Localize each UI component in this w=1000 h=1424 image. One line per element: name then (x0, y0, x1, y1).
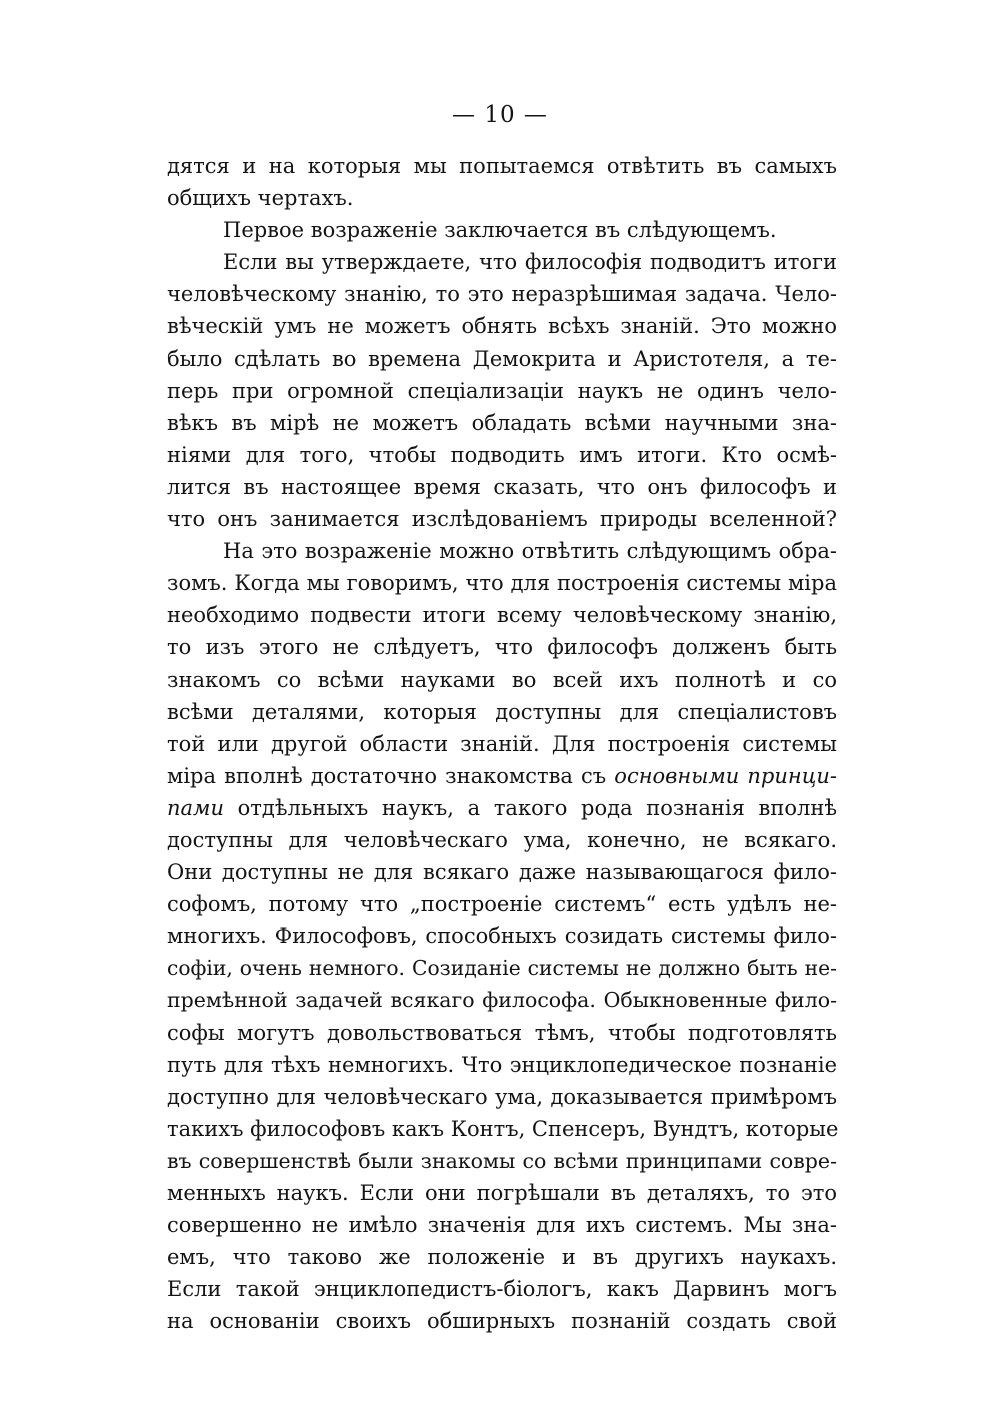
text-line (167, 792, 837, 824)
text-line: человѣческому знанію, то это неразрѣшимая задача. Чело- (167, 282, 837, 307)
text-line: что онъ занимается изслѣдованіемъ природы вселенной? (167, 507, 837, 532)
text-line: софомъ, потому что „построеніе системъ“ есть удѣлъ не- (167, 892, 837, 917)
text-line: общихъ чертахъ. (167, 186, 354, 211)
text-line: совершенно не имѣло значенія для ихъ системъ. Мы зна- (167, 1213, 837, 1238)
text-line: такихъ философовъ какъ Контъ, Спенсеръ, Вундтъ, которые (167, 1116, 839, 1141)
text-line: Они доступны не для всякаго даже называющагося фило- (167, 860, 837, 885)
text-line: зомъ. Когда мы говоримъ, что для построенія системы міра (167, 571, 837, 596)
paragraph-first-line: Если вы утверждаете, что философія подводитъ итоги (223, 250, 837, 275)
text-line: Если такой энциклопедистъ-біологъ, какъ Дарвинъ могъ (167, 1277, 837, 1302)
body-text (167, 150, 837, 1337)
page-number: — 10 — (452, 102, 548, 128)
text-line: необходимо подвести итоги всему человѣческому знанію, (167, 603, 837, 628)
text-line: вѣческій умъ не можетъ обнять всѣхъ знаній. Это можно (167, 314, 837, 339)
text-line: доступно для человѣческаго ума, доказывается примѣромъ (167, 1084, 837, 1109)
text-line (167, 760, 837, 792)
text-line: то изъ этого не слѣдуетъ, что философъ долженъ быть (167, 635, 837, 660)
text-line: на основаніи своихъ обширныхъ познаній создать свой (167, 1309, 837, 1334)
text-line: доступны для человѣческаго ума, конечно, не всякаго. (167, 827, 837, 852)
text-line: путь для тѣхъ немногихъ. Что энциклопедическое познаніе (167, 1052, 837, 1077)
text-line: въ совершенствѣ были знакомы со всѣми принципами совре- (167, 1148, 837, 1173)
text-line: лится въ настоящее время сказать, что онъ философъ и (167, 474, 837, 499)
text-line: было сдѣлать во времена Демокрита и Аристотеля, а те- (167, 346, 837, 371)
italic-emphasis: пами (167, 795, 224, 820)
text-line: софы могутъ довольствоваться тѣмъ, чтобы подготовлять (167, 1020, 837, 1045)
text-line: той или другой области знаній. Для построенія системы (167, 731, 837, 756)
text-line: дятся и на которыя мы попытаемся отвѣтить въ самыхъ (167, 154, 837, 178)
text-line: всѣми деталями, которыя доступны для спеціалистовъ (167, 699, 837, 724)
text-line: знакомъ со всѣми науками во всей ихъ полнотѣ и со (167, 667, 837, 692)
paragraph-first-line: На это возраженіе можно отвѣтить слѣдующимъ обра- (223, 539, 837, 564)
text-line: перь при огромной спеціализаціи наукъ не одинъ чело- (167, 378, 837, 403)
text-segment: отдѣльныхъ наукъ, а такого рода познанія вполнѣ (223, 795, 837, 820)
text-line: менныхъ наукъ. Если они погрѣшали въ деталяхъ, то это (167, 1181, 837, 1205)
italic-emphasis: основными принци- (614, 763, 837, 788)
text-segment: міра вполнѣ достаточно знакомства съ (167, 763, 615, 788)
text-line: ніями для того, чтобы подводить имъ итоги. Кто осмѣ- (167, 442, 837, 467)
text-line: вѣкъ въ мірѣ не можетъ обладать всѣми научными зна- (167, 410, 837, 435)
paragraph-first-line: Первое возраженіе заключается въ слѣдующемъ. (223, 218, 777, 243)
text-line: софіи, очень немного. Созиданіе системы не должно быть не- (167, 956, 837, 981)
text-line: многихъ. Философовъ, способныхъ созидать системы фило- (167, 924, 837, 949)
text-line: емъ, что таково же положеніе и въ другихъ наукахъ. (167, 1245, 837, 1270)
text-line: премѣнной задачей всякаго философа. Обыкновенные фило- (167, 988, 837, 1013)
